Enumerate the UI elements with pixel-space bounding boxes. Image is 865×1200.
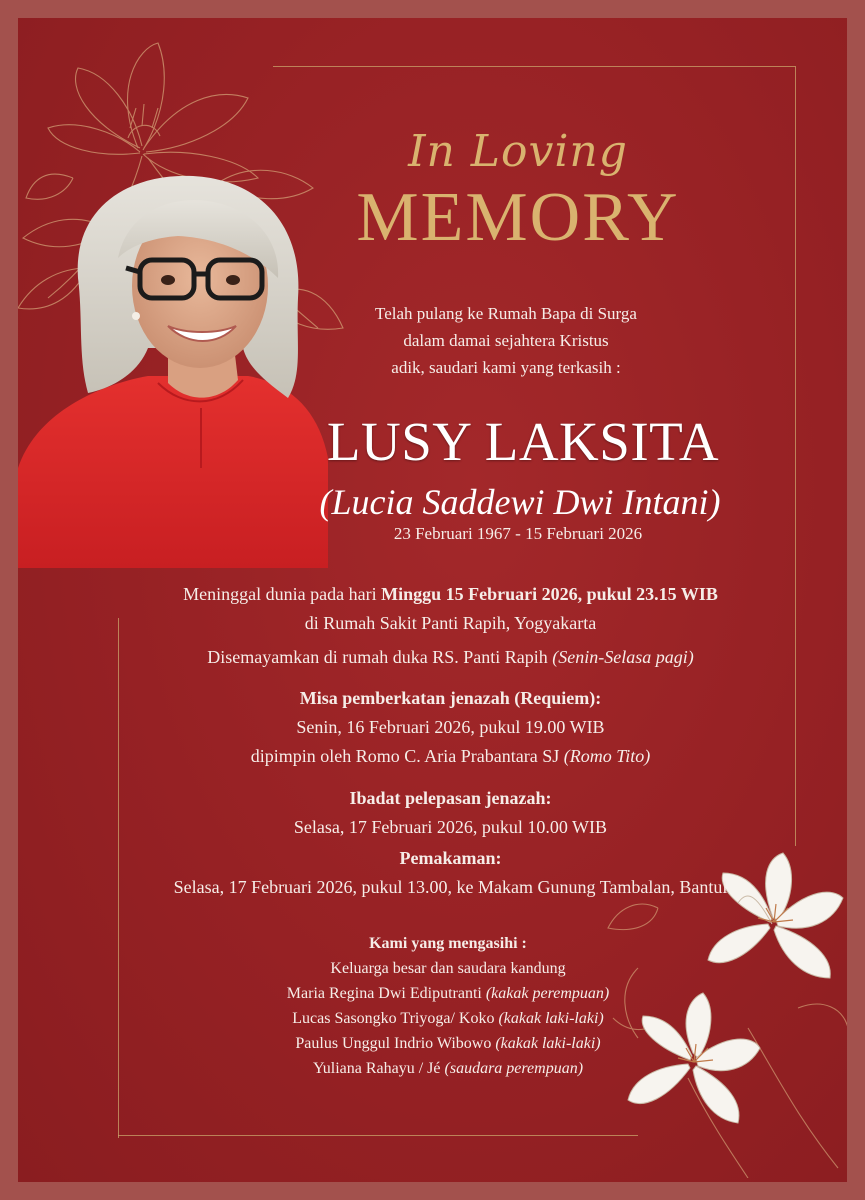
death-prefix: Meninggal dunia pada hari [183,584,382,604]
deceased-name: LUSY LAKSITA [326,411,720,472]
life-dates: 23 Februari 1967 - 15 Februari 2026 [393,524,643,543]
death-place: di Rumah Sakit Panti Rapih, Yogyakarta [304,613,597,633]
title-memory: MEMORY [356,179,680,256]
member-relation: (kakak perempuan) [485,985,610,1002]
release-info [58,784,843,842]
frame-line-top [273,66,795,67]
title-script: In Loving [408,126,628,177]
requiem-led-by: dipimpin oleh Romo C. Aria Prabantara SJ [250,746,564,766]
death-line [58,580,843,609]
release-heading: Ibadat pelepasan jenazah: [349,788,552,808]
list-item [218,1056,678,1081]
burial-when: Selasa, 17 Februari 2026, pukul 13.00, ke Makam Gunung Tambalan, Bantul [173,877,728,897]
release-when: Selasa, 17 Februari 2026, pukul 10.00 WIB [293,817,608,837]
memorial-card [18,18,847,1182]
portrait-photo [18,168,338,588]
lying-in-state-text: Disemayamkan di rumah duka RS. Panti Rapih [207,647,553,667]
member-name: Lucas Sasongko Triyoga/ Koko [292,1010,499,1027]
list-item [218,1006,678,1031]
requiem-led-by-line [58,742,843,771]
death-info [58,580,843,638]
member-relation: (saudara perempuan) [444,1060,584,1077]
deceased-full-name: (Lucia Saddewi Dwi Intani) [319,482,721,522]
member-relation: (kakak laki-laki) [495,1035,601,1052]
family-heading: Kami yang mengasihi : [369,935,527,952]
intro-line: adik, saudari kami yang terkasih : [391,358,621,377]
requiem-info [58,684,843,771]
member-name: Paulus Unggul Indrio Wibowo [295,1035,496,1052]
intro-line: Telah pulang ke Rumah Bapa di Surga [375,304,637,323]
death-when: Minggu 15 Februari 2026, pukul 23.15 WIB [381,584,718,604]
member-name: Yuliana Rahayu / Jé [312,1060,445,1077]
member-relation: (kakak laki-laki) [498,1010,604,1027]
intro-line: dalam damai sejahtera Kristus [403,331,609,350]
requiem-heading: Misa pemberkatan jenazah (Requiem): [299,688,602,708]
member-name: Maria Regina Dwi Ediputranti [286,985,486,1002]
list-item [218,1031,678,1056]
requiem-led-by-note: (Romo Tito) [563,746,651,766]
frame-line-bottom [118,1135,638,1136]
lying-in-state [58,643,843,672]
list-item [218,981,678,1006]
burial-info [58,844,843,902]
requiem-when: Senin, 16 Februari 2026, pukul 19.00 WIB [296,717,605,737]
intro-text [336,300,676,381]
family-line: Keluarga besar dan saudara kandung [330,960,566,977]
lying-in-state-note: (Senin-Selasa pagi) [552,647,694,667]
family-list [218,931,678,1081]
burial-heading: Pemakaman: [399,848,502,868]
